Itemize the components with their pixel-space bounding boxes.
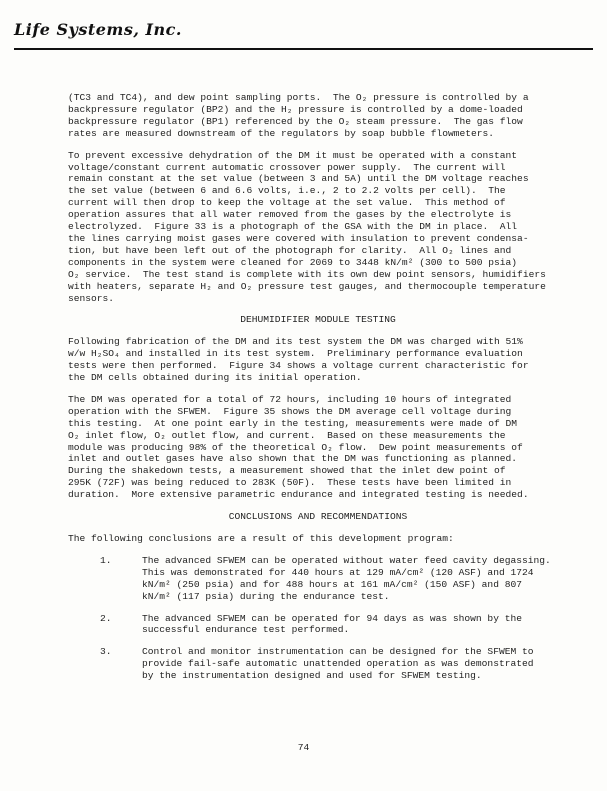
list-item-number: 3. — [100, 646, 112, 658]
page-body — [68, 92, 568, 692]
header-rule — [14, 48, 593, 50]
list-item-text: The advanced SFWEM can be operated without water feed cavity degassing. This was demonstrated for 440 hours at 129 mA/cm² (120 ASF) and 1724 kN/m² (250 psia) and for 488 hours at 161 mA/cm² (150 ASF) and 807 kN/m² (117 psia) during the endurance test. — [142, 554, 551, 602]
list-item — [68, 555, 568, 603]
list-item-text: Control and monitor instrumentation can be designed for the SFWEM to provide fail-safe automatic unattended operation as was demonstrated by the instrumentation designed and used for SFWEM testing. — [142, 646, 534, 682]
paragraph-intro-continued: (TC3 and TC4), and dew point sampling ports. The O₂ pressure is controlled by a backpressure regulator (BP2) and the H₂ pressure is controlled by a dome-loaded backpressure regulator (BP1) referenced by the O₂ steam pressure. The gas flow rates are measured downstream of the regulators by soap bubble flowmeters. — [68, 92, 529, 139]
company-logo: Life Systems, Inc. — [14, 20, 182, 39]
list-item-number: 1. — [100, 554, 112, 566]
page-number: 74 — [297, 742, 310, 753]
section-heading-dehumidifier: DEHUMIDIFIER MODULE TESTING — [240, 314, 396, 326]
list-item-text: The advanced SFWEM can be operated for 94 days as was shown by the successful endurance test performed. — [142, 612, 522, 636]
list-item — [68, 613, 568, 637]
paragraph-conclusions-intro: The following conclusions are a result of this development program: — [68, 533, 454, 544]
paragraph-fabrication: Following fabrication of the DM and its test system the DM was charged with 51% w/w H₂SO₄ and installed in its test system. Preliminary performance evaluation tests were then performed. Figure 34 shows a voltage current characteristic for the DM cells obtained during its initial operation. — [68, 336, 529, 384]
conclusions-list — [68, 555, 568, 682]
paragraph-operation: The DM was operated for a total of 72 hours, including 10 hours of integrated operation with the SFWEM. Figure 35 shows the DM average cell voltage during this testing. At one point early in the testing, measurements were made of DM O₂ inlet flow, O₂ outlet flow, and current. Based on these measurements the module was producing 98% of the theoretical O₂ flow. Dew point measurements of inlet and outlet gases have also shown that the DM was functioning as planned. During the shakedown tests, a measurement showed that the inlet dew point of 295K (72F) was being reduced to 283K (50F). These tests have been limited in duration. More extensive parametric endurance and integrated testing is needed. — [68, 393, 529, 501]
section-heading-conclusions: CONCLUSIONS AND RECOMMENDATIONS — [228, 511, 408, 523]
paragraph-dehydration: To prevent excessive dehydration of the DM it must be operated with a constant voltage/constant current automatic crossover power supply. The current will remain constant at the set value (between 3 and 5A) until the DM voltage reaches the set value (between 6 and 6.6 volts, i.e., 2 to 2.2 volts per cell). The current will then drop to keep the voltage at the set value. This method of operation assures that all water removed from the gases by the electrolyte is electrolyzed. Figure 33 is a photograph of the GSA with the DM in place. All the lines carrying moist gases were covered with insulation to prevent condensa- tion, but have been left out of the photograph for clarity. All O₂ lines and components in the system were cleaned for 2069 to 3448 kN/m² (300 to 500 psia) O₂ service. The test stand is complete with its own dew point sensors, humidifiers with heaters, separate H₂ and O₂ pressure test gauges, and thermocouple temperature sensors. — [68, 149, 546, 304]
list-item — [68, 646, 568, 682]
list-item-number: 2. — [100, 612, 112, 624]
